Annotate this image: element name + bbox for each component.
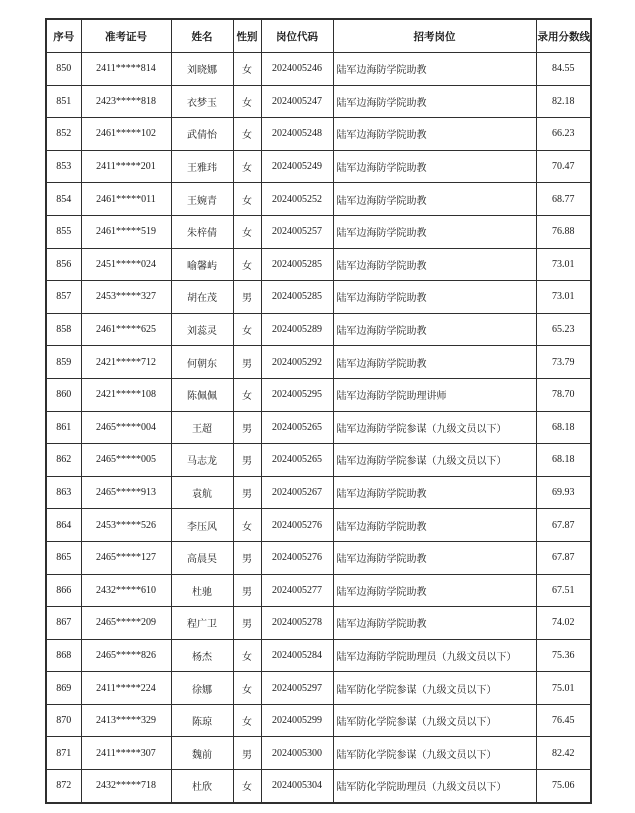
cell-position: 陆军边海防学院助教 [333, 118, 536, 151]
cell-name: 胡在茂 [171, 281, 233, 314]
cell-gender: 女 [233, 85, 261, 118]
cell-code: 2024005257 [261, 215, 333, 248]
cell-serial: 854 [46, 183, 81, 216]
cell-position: 陆军边海防学院参谋（九级文员以下） [333, 411, 536, 444]
cell-serial: 866 [46, 574, 81, 607]
cell-serial: 863 [46, 476, 81, 509]
cell-position: 陆军边海防学院助教 [333, 183, 536, 216]
cell-name: 刘晓娜 [171, 53, 233, 86]
cell-score: 76.45 [536, 704, 591, 737]
cell-name: 王超 [171, 411, 233, 444]
cell-gender: 女 [233, 770, 261, 803]
cell-score: 82.18 [536, 85, 591, 118]
cell-score: 67.51 [536, 574, 591, 607]
cell-position: 陆军边海防学院助教 [333, 53, 536, 86]
table-row [46, 313, 591, 346]
cell-gender: 女 [233, 118, 261, 151]
cell-code: 2024005278 [261, 607, 333, 640]
cell-code: 2024005267 [261, 476, 333, 509]
cell-code: 2024005276 [261, 541, 333, 574]
cell-name: 杜欣 [171, 770, 233, 803]
table-row [46, 444, 591, 477]
cell-serial: 860 [46, 378, 81, 411]
table-row [46, 183, 591, 216]
cell-gender: 女 [233, 639, 261, 672]
cell-ticket: 2413*****329 [81, 704, 171, 737]
cell-gender: 女 [233, 215, 261, 248]
cell-serial: 857 [46, 281, 81, 314]
cell-name: 程广卫 [171, 607, 233, 640]
cell-name: 何朝东 [171, 346, 233, 379]
cell-ticket: 2453*****526 [81, 509, 171, 542]
cell-name: 陈佩佩 [171, 378, 233, 411]
cell-ticket: 2461*****102 [81, 118, 171, 151]
cell-code: 2024005252 [261, 183, 333, 216]
cell-ticket: 2465*****127 [81, 541, 171, 574]
header-gender: 性别 [233, 19, 261, 53]
cell-name: 马志龙 [171, 444, 233, 477]
cell-gender: 女 [233, 150, 261, 183]
cell-position: 陆军防化学院参谋（九级文员以下） [333, 704, 536, 737]
cell-serial: 852 [46, 118, 81, 151]
cell-name: 徐娜 [171, 672, 233, 705]
cell-gender: 女 [233, 248, 261, 281]
cell-serial: 865 [46, 541, 81, 574]
cell-position: 陆军边海防学院助教 [333, 313, 536, 346]
cell-code: 2024005285 [261, 281, 333, 314]
cell-position: 陆军防化学院参谋（九级文员以下） [333, 737, 536, 770]
header-position: 招考岗位 [333, 19, 536, 53]
cell-gender: 男 [233, 541, 261, 574]
cell-position: 陆军边海防学院助教 [333, 607, 536, 640]
table-row [46, 737, 591, 770]
cell-serial: 850 [46, 53, 81, 86]
admission-score-table [45, 18, 592, 804]
cell-gender: 男 [233, 411, 261, 444]
cell-score: 75.36 [536, 639, 591, 672]
cell-serial: 869 [46, 672, 81, 705]
cell-score: 78.70 [536, 378, 591, 411]
cell-serial: 868 [46, 639, 81, 672]
cell-ticket: 2421*****712 [81, 346, 171, 379]
table-row [46, 607, 591, 640]
cell-name: 王婉青 [171, 183, 233, 216]
table-header-row [46, 19, 591, 53]
table-row [46, 346, 591, 379]
header-serial: 序号 [46, 19, 81, 53]
cell-score: 82.42 [536, 737, 591, 770]
table-row [46, 378, 591, 411]
cell-code: 2024005248 [261, 118, 333, 151]
cell-serial: 851 [46, 85, 81, 118]
cell-ticket: 2432*****718 [81, 770, 171, 803]
cell-score: 75.06 [536, 770, 591, 803]
cell-name: 杜驰 [171, 574, 233, 607]
cell-ticket: 2411*****814 [81, 53, 171, 86]
cell-name: 朱梓倩 [171, 215, 233, 248]
cell-position: 陆军边海防学院助教 [333, 248, 536, 281]
cell-ticket: 2465*****004 [81, 411, 171, 444]
cell-position: 陆军边海防学院助教 [333, 215, 536, 248]
cell-gender: 女 [233, 313, 261, 346]
cell-ticket: 2411*****224 [81, 672, 171, 705]
cell-serial: 861 [46, 411, 81, 444]
cell-serial: 855 [46, 215, 81, 248]
cell-serial: 871 [46, 737, 81, 770]
header-score: 录用分数线 [536, 19, 591, 53]
table-row [46, 53, 591, 86]
table-row [46, 770, 591, 803]
cell-gender: 男 [233, 346, 261, 379]
cell-code: 2024005292 [261, 346, 333, 379]
cell-name: 高晨昊 [171, 541, 233, 574]
cell-name: 刘蕊灵 [171, 313, 233, 346]
cell-code: 2024005284 [261, 639, 333, 672]
cell-gender: 女 [233, 704, 261, 737]
cell-score: 67.87 [536, 509, 591, 542]
cell-position: 陆军边海防学院助教 [333, 574, 536, 607]
cell-position: 陆军边海防学院助教 [333, 85, 536, 118]
cell-code: 2024005289 [261, 313, 333, 346]
cell-code: 2024005247 [261, 85, 333, 118]
cell-serial: 856 [46, 248, 81, 281]
cell-ticket: 2411*****307 [81, 737, 171, 770]
cell-name: 衣梦玉 [171, 85, 233, 118]
cell-serial: 862 [46, 444, 81, 477]
header-ticket: 准考证号 [81, 19, 171, 53]
cell-ticket: 2465*****005 [81, 444, 171, 477]
cell-name: 袁航 [171, 476, 233, 509]
cell-name: 武倩怡 [171, 118, 233, 151]
cell-score: 67.87 [536, 541, 591, 574]
cell-serial: 870 [46, 704, 81, 737]
cell-serial: 864 [46, 509, 81, 542]
cell-ticket: 2453*****327 [81, 281, 171, 314]
cell-gender: 女 [233, 183, 261, 216]
cell-name: 喻馨屿 [171, 248, 233, 281]
cell-name: 李压风 [171, 509, 233, 542]
cell-position: 陆军边海防学院助教 [333, 476, 536, 509]
cell-code: 2024005295 [261, 378, 333, 411]
cell-serial: 867 [46, 607, 81, 640]
cell-position: 陆军边海防学院助教 [333, 346, 536, 379]
cell-code: 2024005297 [261, 672, 333, 705]
cell-name: 陈琼 [171, 704, 233, 737]
cell-code: 2024005285 [261, 248, 333, 281]
table-row [46, 118, 591, 151]
cell-code: 2024005246 [261, 53, 333, 86]
cell-code: 2024005276 [261, 509, 333, 542]
cell-ticket: 2461*****011 [81, 183, 171, 216]
cell-code: 2024005265 [261, 411, 333, 444]
cell-position: 陆军边海防学院助教 [333, 281, 536, 314]
cell-gender: 女 [233, 672, 261, 705]
table-row [46, 215, 591, 248]
cell-score: 84.55 [536, 53, 591, 86]
cell-name: 杨杰 [171, 639, 233, 672]
cell-ticket: 2461*****519 [81, 215, 171, 248]
cell-position: 陆军边海防学院助教 [333, 150, 536, 183]
cell-code: 2024005300 [261, 737, 333, 770]
cell-ticket: 2421*****108 [81, 378, 171, 411]
cell-ticket: 2423*****818 [81, 85, 171, 118]
cell-score: 68.18 [536, 411, 591, 444]
cell-ticket: 2432*****610 [81, 574, 171, 607]
cell-ticket: 2451*****024 [81, 248, 171, 281]
cell-serial: 853 [46, 150, 81, 183]
cell-score: 73.01 [536, 248, 591, 281]
cell-score: 65.23 [536, 313, 591, 346]
cell-score: 68.18 [536, 444, 591, 477]
cell-score: 76.88 [536, 215, 591, 248]
cell-score: 73.01 [536, 281, 591, 314]
cell-serial: 858 [46, 313, 81, 346]
table-row [46, 248, 591, 281]
table-row [46, 281, 591, 314]
header-code: 岗位代码 [261, 19, 333, 53]
header-name: 姓名 [171, 19, 233, 53]
cell-position: 陆军边海防学院助理讲师 [333, 378, 536, 411]
cell-gender: 女 [233, 53, 261, 86]
cell-score: 73.79 [536, 346, 591, 379]
cell-position: 陆军防化学院参谋（九级文员以下） [333, 672, 536, 705]
table-row [46, 672, 591, 705]
cell-code: 2024005277 [261, 574, 333, 607]
cell-ticket: 2465*****913 [81, 476, 171, 509]
cell-serial: 859 [46, 346, 81, 379]
cell-serial: 872 [46, 770, 81, 803]
cell-position: 陆军边海防学院助教 [333, 541, 536, 574]
cell-gender: 女 [233, 509, 261, 542]
cell-score: 69.93 [536, 476, 591, 509]
table-row [46, 639, 591, 672]
cell-position: 陆军防化学院助理员（九级文员以下） [333, 770, 536, 803]
table-row [46, 476, 591, 509]
cell-ticket: 2461*****625 [81, 313, 171, 346]
cell-position: 陆军边海防学院助理员（九级文员以下） [333, 639, 536, 672]
table-row [46, 509, 591, 542]
table-row [46, 150, 591, 183]
cell-code: 2024005299 [261, 704, 333, 737]
cell-gender: 男 [233, 281, 261, 314]
cell-gender: 男 [233, 444, 261, 477]
cell-code: 2024005265 [261, 444, 333, 477]
cell-gender: 男 [233, 737, 261, 770]
cell-gender: 男 [233, 607, 261, 640]
cell-code: 2024005249 [261, 150, 333, 183]
table-row [46, 704, 591, 737]
cell-name: 王雅玮 [171, 150, 233, 183]
cell-score: 68.77 [536, 183, 591, 216]
cell-position: 陆军边海防学院助教 [333, 509, 536, 542]
cell-gender: 男 [233, 476, 261, 509]
cell-code: 2024005304 [261, 770, 333, 803]
cell-ticket: 2411*****201 [81, 150, 171, 183]
cell-score: 70.47 [536, 150, 591, 183]
cell-position: 陆军边海防学院参谋（九级文员以下） [333, 444, 536, 477]
table-row [46, 411, 591, 444]
cell-gender: 女 [233, 378, 261, 411]
cell-ticket: 2465*****209 [81, 607, 171, 640]
table-row [46, 541, 591, 574]
table-row [46, 85, 591, 118]
cell-score: 66.23 [536, 118, 591, 151]
cell-gender: 男 [233, 574, 261, 607]
cell-ticket: 2465*****826 [81, 639, 171, 672]
cell-score: 74.02 [536, 607, 591, 640]
table-row [46, 574, 591, 607]
cell-score: 75.01 [536, 672, 591, 705]
cell-name: 魏前 [171, 737, 233, 770]
